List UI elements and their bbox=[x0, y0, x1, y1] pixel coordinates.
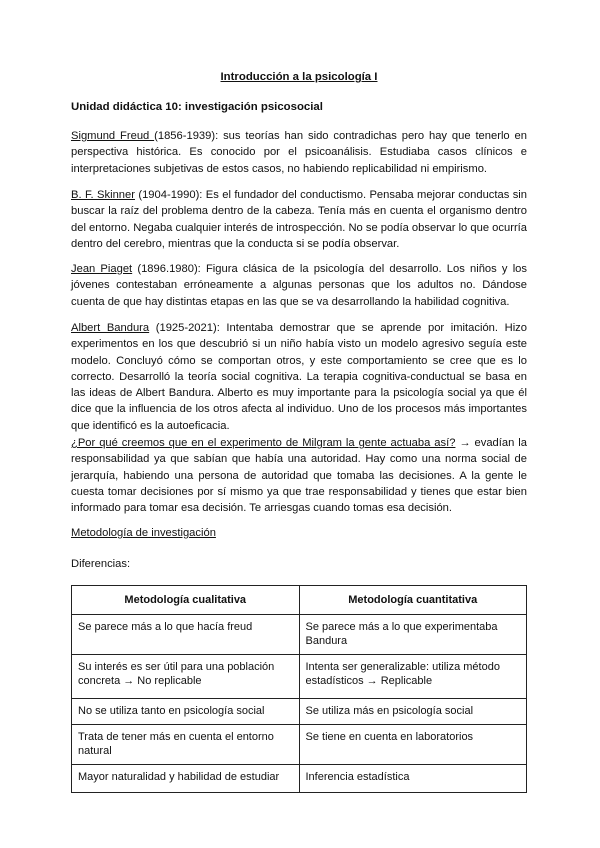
table-row bbox=[72, 615, 527, 655]
table-header-row bbox=[72, 586, 527, 615]
table-cell: Se parece más a lo que hacía freud bbox=[72, 615, 300, 655]
paragraph-bandura bbox=[71, 320, 527, 434]
paragraph-text: (1896.1980): Figura clásica de la psicología del desarrollo. Los niños y los jóvenes contestaban erróneamente a algunas personas que los adultos no. Dándose cuenta de que hay distintas etapas en las que se va desarrollando la habilidad cognitiva. bbox=[71, 263, 527, 308]
author-name: B. F. Skinner bbox=[71, 189, 135, 201]
table-cell: Se utiliza más en psicología social bbox=[299, 699, 527, 725]
document-title: Introducción a la psicología I bbox=[220, 71, 378, 83]
paragraph-skinner bbox=[71, 187, 527, 252]
paragraph-piaget bbox=[71, 261, 527, 310]
author-name: Sigmund Freud bbox=[71, 130, 155, 142]
table-cell: Mayor naturalidad y habilidad de estudiar bbox=[72, 765, 300, 793]
table-cell: No se utiliza tanto en psicología social bbox=[72, 699, 300, 725]
section-heading: Metodología de investigación bbox=[71, 527, 216, 539]
unit-heading: Unidad didáctica 10: investigación psicosocial bbox=[71, 101, 323, 113]
table-row bbox=[72, 699, 527, 725]
column-header-qualitative: Metodología cualitativa bbox=[72, 586, 300, 615]
paragraph-text: (1904-1990): Es el fundador del conductismo. Pensaba mejorar conductas sin buscar la raíz del problema dentro de la cabeza. Tenía más en cuenta el organismo dentro del entorno. Negaba cualquier interés de introspección. No se podía observar lo que ocurría dentro del cerebro, mientras que la conducta si se podía observar. bbox=[71, 189, 527, 250]
table-cell: Intenta ser generalizable: utiliza método estadísticos → Replicable bbox=[299, 655, 527, 699]
table-row bbox=[72, 655, 527, 699]
author-name: Albert Bandura bbox=[71, 322, 150, 334]
table-row bbox=[72, 765, 527, 793]
paragraph-text: (1856-1939): sus teorías han sido contradichas pero hay que tenerlo en perspectiva histórica. Es conocido por el psicoanálisis. Estudiaba casos clínicos e interpretaciones subjetivas de estos casos, no habiendo replicabilidad ni empirismo. bbox=[71, 130, 527, 175]
table-cell: Se parece más a lo que experimentaba Bandura bbox=[299, 615, 527, 655]
table-row bbox=[72, 725, 527, 765]
differences-label: Diferencias: bbox=[71, 558, 131, 570]
comparison-table bbox=[71, 585, 527, 793]
table-cell: Su interés es ser útil para una población concreta → No replicable bbox=[72, 655, 300, 699]
paragraph-text: (1925-2021): Intentaba demostrar que se aprende por imitación. Hizo experimentos en los que descubrió si un niño había visto un modelo agresivo seguía este modelo. Concluyó cómo se comportan otros, y este comportamiento se cree que es lo correcto. Desarrolló la teoría social cognitiva. La terapia cognitiva-conductual se basa en las ideas de Albert Bandura. Alberto es muy importante para la psicología social ya que él dice que la influencia de los otros afecta al individuo. Uno de los procesos más importantes que identificó es la autoeficacia. bbox=[71, 322, 527, 432]
column-header-quantitative: Metodología cuantitativa bbox=[299, 586, 527, 615]
table-cell: Se tiene en cuenta en laboratorios bbox=[299, 725, 527, 765]
paragraph-milgram bbox=[71, 435, 527, 516]
paragraph-text: → evadían la responsabilidad ya que sabían que había una autoridad. Hay como una norma social de jerarquía, habiendo una persona de autoridad que tomaba las decisiones. A la gente le cuesta tomar decisiones por sí mismo ya que trae responsabilidad y tienes que estar bien informado para tomar esa decisión. Te arriesgas cuando tomas esa decisión. bbox=[71, 437, 527, 515]
table-cell: Trata de tener más en cuenta el entorno natural bbox=[72, 725, 300, 765]
table-cell: Inferencia estadística bbox=[299, 765, 527, 793]
author-name: Jean Piaget bbox=[71, 263, 133, 275]
paragraph-freud bbox=[71, 128, 527, 177]
question-text: ¿Por qué creemos que en el experimento de Milgram la gente actuaba así? bbox=[71, 437, 456, 449]
